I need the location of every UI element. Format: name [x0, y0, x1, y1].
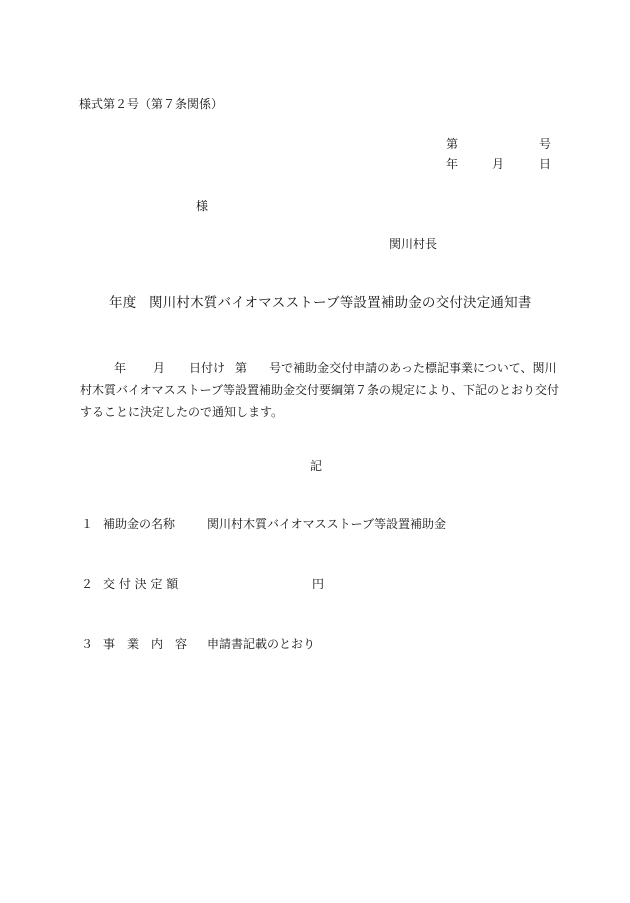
ki-heading: 記 — [310, 459, 323, 473]
date-year: 年 — [446, 157, 459, 171]
date-day: 日 — [539, 157, 552, 171]
recipient-honorific: 様 — [196, 199, 209, 213]
item-2-number: ２ — [81, 577, 94, 591]
body-line-2: 村木質バイオマスストーブ等設置補助金交付要綱第７条の規定により、下記のとおり交付 — [80, 383, 560, 397]
item-1-number: １ — [81, 517, 94, 531]
item-3-label: 事 業 内 容 — [103, 637, 188, 651]
item-3-number: ３ — [81, 637, 94, 651]
body-line-1 — [80, 357, 557, 379]
body-dated: 日付け — [189, 361, 226, 375]
body-paragraph — [80, 357, 560, 423]
body-number-prefix: 第 — [235, 361, 248, 375]
item-1-value: 関川村木質バイオマスストーブ等設置補助金 — [207, 517, 447, 531]
item-3-value: 申請書記載のとおり — [207, 637, 316, 651]
item-2-value: 円 — [312, 577, 325, 591]
doc-number-prefix: 第 — [446, 137, 459, 151]
doc-number-suffix: 号 — [539, 137, 552, 151]
form-number: 様式第２号（第７条関係） — [79, 97, 224, 111]
body-line-1-rest: 号で補助金交付申請のあった標記事業について、関川 — [269, 361, 557, 375]
document-title-year: 年度 — [109, 295, 137, 311]
body-year: 年 — [114, 361, 127, 375]
sender-name: 関川村長 — [389, 237, 438, 251]
body-line-3: することに決定したので通知します。 — [80, 405, 284, 419]
body-line-1-group — [80, 357, 556, 379]
body-month: 月 — [153, 361, 166, 375]
item-2-label: 交 付 決 定 額 — [103, 577, 179, 591]
item-1-label: 補助金の名称 — [103, 517, 176, 531]
document-title: 関川村木質バイオマスストーブ等設置補助金の交付決定通知書 — [149, 295, 532, 311]
date-month: 月 — [492, 157, 505, 171]
